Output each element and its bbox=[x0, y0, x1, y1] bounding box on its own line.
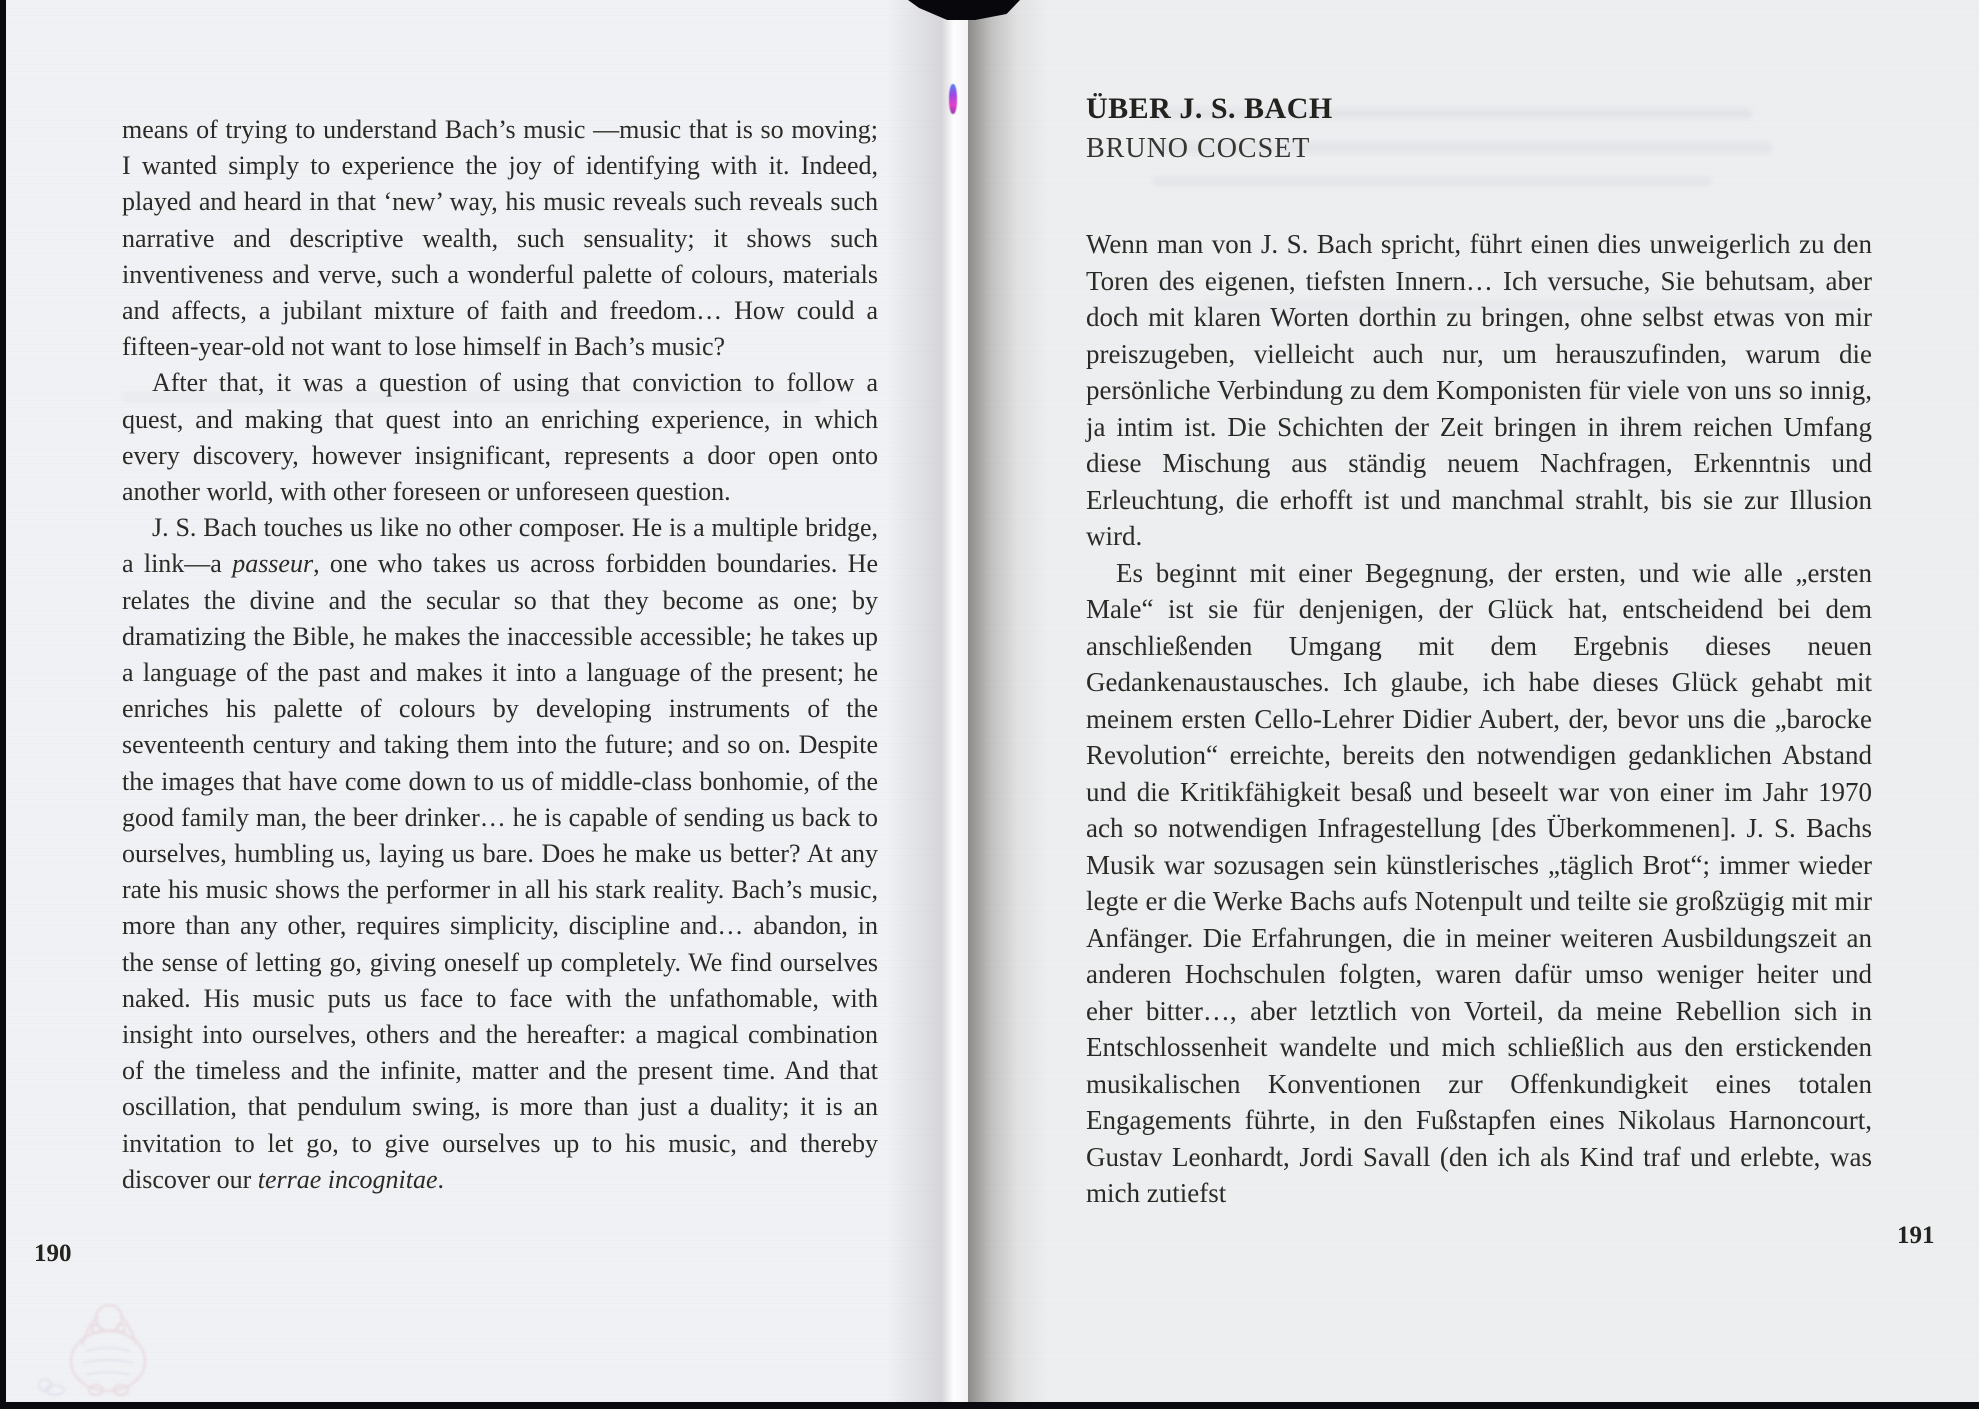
left-page-text bbox=[122, 112, 878, 1198]
show-through-illustration bbox=[28, 1288, 178, 1400]
chapter-title: ÜBER J. S. BACH bbox=[1086, 92, 1333, 125]
paragraph: Wenn man von J. S. Bach spricht, führt einen dies unweigerlich zu den Toren des eigenen, tiefsten Innern… Ich versuche, Sie behutsam, aber doch mit klaren Worten dorthin zu bringen, ohne selbst etwas von mir preiszugeben, vielleicht auch nur, um herauszufinden, warum die persönliche Verbindung zu dem Komponisten für viele von uns so innig, ja intim ist. Die Schichten der Zeit bringen in ihrem reichen Umfang diese Mischung aus ständig neuem Nachfragen, Erkenntnis und Erleuchtung, die erhofft ist und manchmal strahlt, bis sie zur Illusion wird. bbox=[1086, 229, 1872, 551]
show-through-text-line bbox=[1152, 176, 1712, 187]
paragraph-text: J. S. Bach touches us like no other composer. He is a multiple bridge, a link—a bbox=[122, 513, 878, 579]
italic-term: terrae incognitae bbox=[257, 1164, 438, 1194]
left-page-gutter-shade bbox=[887, 0, 942, 1402]
scan-artifact bbox=[949, 84, 957, 114]
right-page-text bbox=[1086, 226, 1872, 1212]
paragraph-continuation: means of trying to understand Bach’s music —music that is so moving; I wanted simply to experience the joy of identifying with it. Indeed, played and heard in that ‘new’ way, his music reveals such reveals such narrative and descriptive wealth, such sensuality; it shows such inventiveness and verve, such a wonderful palette of colours, materials and affects, a jubilant mixture of faith and freedom… How could a fifteen-year-old not want to lose himself in Bach’s music? bbox=[122, 115, 878, 362]
paragraph-text: . bbox=[437, 1164, 445, 1194]
paragraph-text: , one who takes us across forbidden boundaries. He relates the divine and the secular so that they become as one; by dramatizing the Bible, he makes the inaccessible accessible; he takes up a language of the past and makes it into a language of the present; he enriches his palette of colours by developing instruments of the seventeenth century and taking them into the future; and so on. Despite the images that have come down to us of middle-class bonhomie, of the good family man, the beer drinker… he is capable of sending us back to ourselves, humbling us, laying us bare. Does he make us better? At any rate his music shows the performer in all his stark reality. Bach’s music, more than any other, requires simplicity, discipline and… abandon, in the sense of letting go, giving oneself up completely. We find ourselves naked. His music puts us face to face with the unfathomable, with insight into ourselves, others and the hereafter: a magical combination of the timeless and the infinite, matter and the present time. And that oscillation, that pendulum swing, is more than just a duality; it is an invitation to let go, to give ourselves up to his music, and thereby discover our bbox=[122, 549, 879, 1194]
page-number-left: 190 bbox=[34, 1240, 72, 1267]
paragraph: Es beginnt mit einer Begegnung, der ersten, und wie alle „ersten Male“ ist sie für denjenigen, der Glück hat, entscheidend bei dem anschließenden Umgang mit dem Ergebnis dieses neuen Gedankenaustausches. Ich glaube, ich habe dieses Glück gehabt mit meinem ersten Cello-Lehrer Didier Aubert, der, bevor uns die „barocke Revolution“ erreichte, bereits den notwendigen gedanklichen Abstand und die Kritikfähigkeit besaß und beseelt war von einer im Jahr 1970 ach so notwendigen Infragestellung [des Überkommenen]. J. S. Bachs Musik war sozusagen sein künstlerisches „täglich Brot“; immer wieder legte er die Werke Bachs aufs Notenpult und teilte sie großzügig mit mir Anfänger. Die Erfahrungen, die in meiner weiteren Ausbildungszeit an anderen Hochschulen folgten, waren dafür umso weniger heiter und eher bitter…, aber letztlich von Vorteil, da meine Rebellion sich in Entschlossenheit wandelte und mich schließlich aus den erstickenden musikalischen Konventionen zur Offenkundigkeit eines totalen Engagements führte, in den Fußstapfen eines Nikolaus Harnoncourt, Gustav Leonhardt, Jordi Savall (den ich als Kind traf und erlebte, was mich zutiefst bbox=[1086, 557, 1872, 1208]
gutter-shadow bbox=[968, 0, 1048, 1402]
paragraph bbox=[122, 510, 878, 1198]
paragraph: After that, it was a question of using that conviction to follow a quest, and making that quest into an enriching experience, in which every discovery, however insignificant, represents a door open onto another world, with other foreseen or unforeseen question. bbox=[122, 368, 878, 507]
italic-term: passeur bbox=[232, 549, 314, 579]
chapter-author: BRUNO COCSET bbox=[1086, 133, 1311, 164]
page-edge bbox=[942, 0, 968, 1402]
chapter-header bbox=[1086, 92, 1333, 165]
page-number-right: 191 bbox=[1897, 1222, 1935, 1249]
